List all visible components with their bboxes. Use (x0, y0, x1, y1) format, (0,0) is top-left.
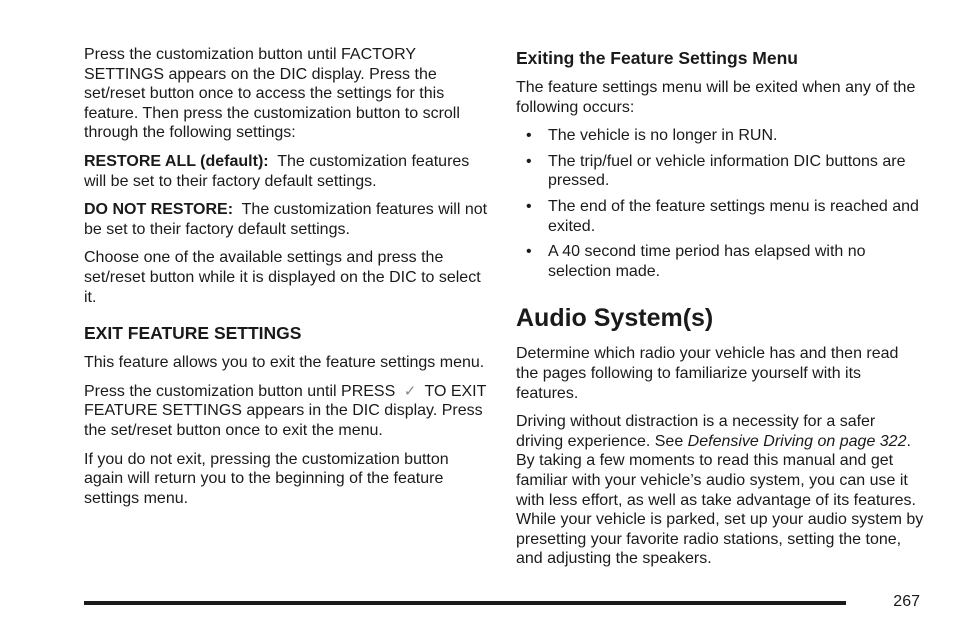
restore-all-text: The customization features will be set to their factory default settings. (84, 152, 470, 190)
exit-feature-settings-heading: EXIT FEATURE SETTINGS (84, 323, 302, 344)
bullet-icon: • (526, 127, 532, 145)
driving-text-after: . By taking a few moments to read this manual and get familiar with your vehicle’s audio system, you can use it with less effort, as well as take advantage of its features. While your vehicle is parked, set up your audio system by presetting your favorite radio stations, setting the tone, and adjusting the speakers. (516, 432, 924, 568)
exit-conditions-list (516, 126, 924, 281)
do-not-restore-text: The customization features will not be set to their factory default settings. (84, 201, 488, 238)
exiting-menu-heading: Exiting the Feature Settings Menu (516, 48, 798, 68)
press-text-after: TO EXIT FEATURE SETTINGS appears in the DIC display. Press the set/reset button once to exit the menu. (84, 382, 487, 439)
bullet-icon: • (526, 152, 532, 170)
list-item: • The vehicle is no longer in RUN. (526, 127, 778, 145)
driving-distraction-paragraph (516, 412, 924, 569)
press-to-exit-paragraph (84, 382, 492, 441)
do-not-restore-paragraph (84, 200, 492, 239)
defensive-driving-reference: Defensive Driving on page 322 (687, 432, 907, 450)
determine-radio-paragraph: Determine which radio your vehicle has and then read the pages following to familiarize yourself with its features. (516, 345, 899, 402)
bullet-icon: • (526, 243, 532, 261)
do-not-restore-label: DO NOT RESTORE: (84, 201, 234, 219)
list-item: • The end of the feature settings menu is reached and exited. (526, 197, 919, 235)
checkmark-icon: ✓ (403, 382, 417, 400)
right-column (516, 45, 924, 578)
exit-feature-paragraph: This feature allows you to exit the feature settings menu. (84, 354, 485, 372)
if-not-exit-paragraph: If you do not exit, pressing the customization button again will return you to the beginning of the feature settings menu. (84, 450, 449, 507)
bullet-icon: • (526, 197, 532, 215)
intro-paragraph: Press the customization button until FACTORY SETTINGS appears on the DIC display. Press the set/reset button once to access the settings for this feature. Then press the customization button to scroll through the following settings: (84, 46, 460, 142)
restore-all-label: RESTORE ALL (default): (84, 152, 269, 170)
footer-rule (84, 601, 846, 605)
press-text-before: Press the customization button until PRESS (84, 382, 396, 400)
driving-text-before: Driving without distraction is a necessity for a safer driving experience. See (516, 413, 876, 450)
choose-setting-paragraph: Choose one of the available settings and press the set/reset button while it is displayed on the DIC to select it. (84, 249, 481, 306)
left-column (84, 45, 492, 517)
list-item: • The trip/fuel or vehicle information DIC buttons are pressed. (526, 152, 906, 190)
exit-conditions-paragraph: The feature settings menu will be exited when any of the following occurs: (516, 79, 916, 116)
list-item: • A 40 second time period has elapsed with no selection made. (526, 243, 866, 280)
audio-systems-heading: Audio System(s) (516, 304, 714, 333)
restore-all-paragraph (84, 152, 492, 191)
page-number: 267 (893, 593, 920, 610)
